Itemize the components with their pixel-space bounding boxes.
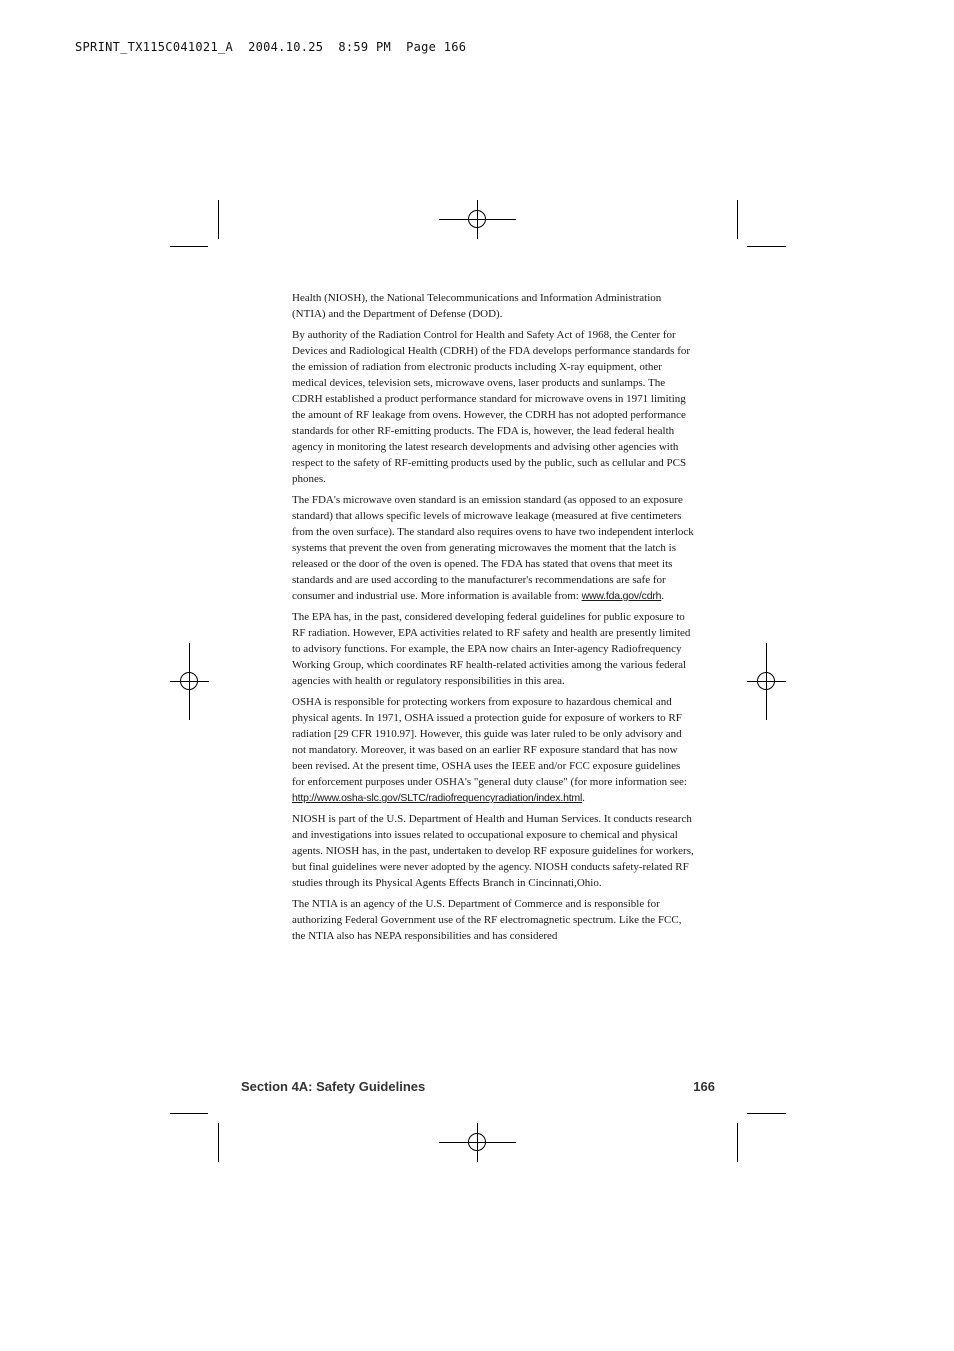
paragraph-osha — [292, 694, 694, 806]
paragraph-niosh-ntia-dod: Health (NIOSH), the National Telecommunications and Information Administration (NTIA) and the Department of Defense (DOD). — [292, 292, 662, 320]
paragraph-cdrh: By authority of the Radiation Control for Health and Safety Act of 1968, the Center for Devices and Radiological Health (CDRH) of the FDA develops performance standards for the emission of radiation from electronic products including X-ray equipment, other medical devices, television sets, microwave ovens, laser products and sunlamps. The CDRH established a product performance standard for microwave ovens in 1971 limiting the amount of RF leakage from ovens. However, the CDRH has not adopted performance standards for other RF-emitting products. The FDA is, however, the lead federal health agency in monitoring the latest research developments and advising other agencies with respect to the safety of RF-emitting products used by the public, such as cellular and PCS phones. — [292, 329, 691, 485]
paragraph-epa: The EPA has, in the past, considered developing federal guidelines for public exposure to RF radiation. However, EPA activities related to RF safety and health are presently limited to advisory functions. For example, the EPA now chairs an Inter-agency Radiofrequency Working Group, which coordinates RF health-related activities among the various federal agencies with health or regulatory responsibilities in this area. — [292, 611, 691, 687]
paragraph-niosh: NIOSH is part of the U.S. Department of Health and Human Services. It conducts research and investigations into issues related to occupational exposure to chemical and physical agents. NIOSH has, in the past, undertaken to develop RF exposure guidelines for workers, but final guidelines were never adopted by the agency. NIOSH conducts safety-related RF studies through its Physical Agents Effects Branch in Cincinnati,Ohio. — [292, 813, 694, 889]
paragraph-text: OSHA is responsible for protecting workers from exposure to hazardous chemical and physical agents. In 1971, OSHA issued a protection guide for exposure of workers to RF radiation [29 CFR 1910.97]. However, this guide was later ruled to be only advisory and not mandatory. Moreover, it was based on an earlier RF exposure standard that has now been revised. At the present time, OSHA uses the IEEE and/or FCC exposure guidelines for enforcement purposes under OSHA's "general duty clause" (for more information see: — [292, 696, 687, 788]
paragraph-ntia: The NTIA is an agency of the U.S. Department of Commerce and is responsible for authorizing Federal Government use of the RF electromagnetic spectrum. Like the FCC, the NTIA also has NEPA responsibilities and has considered — [292, 898, 682, 942]
paragraph-text: The FDA's microwave oven standard is an emission standard (as opposed to an exposure standard) that allows specific levels of microwave leakage (measured at five centimeters from the oven surface). The standard also requires ovens to have two independent interlock systems that prevent the oven from generating microwaves the moment that the latch is released or the door of the oven is opened. The FDA has stated that ovens that meet its standards and are used according to the manufacturer's recommendations are safe for consumer and industrial use. More information is available from: — [292, 494, 694, 602]
page-footer — [241, 1079, 715, 1094]
section-title: Section 4A: Safety Guidelines — [241, 1079, 426, 1094]
paragraph-end: . — [582, 792, 585, 804]
fda-link[interactable]: www.fda.gov/cdrh — [581, 590, 662, 602]
osha-link[interactable]: http://www.osha-slc.gov/SLTC/radiofrequencyradiation/index.html — [292, 792, 583, 804]
paragraph-fda-microwave — [292, 492, 694, 604]
body-text — [292, 290, 694, 949]
page-number: 166 — [693, 1079, 715, 1094]
paragraph-end: . — [661, 590, 665, 602]
print-slug: SPRINT_TX115C041021_A 2004.10.25 8:59 PM Page 166 — [75, 40, 467, 54]
